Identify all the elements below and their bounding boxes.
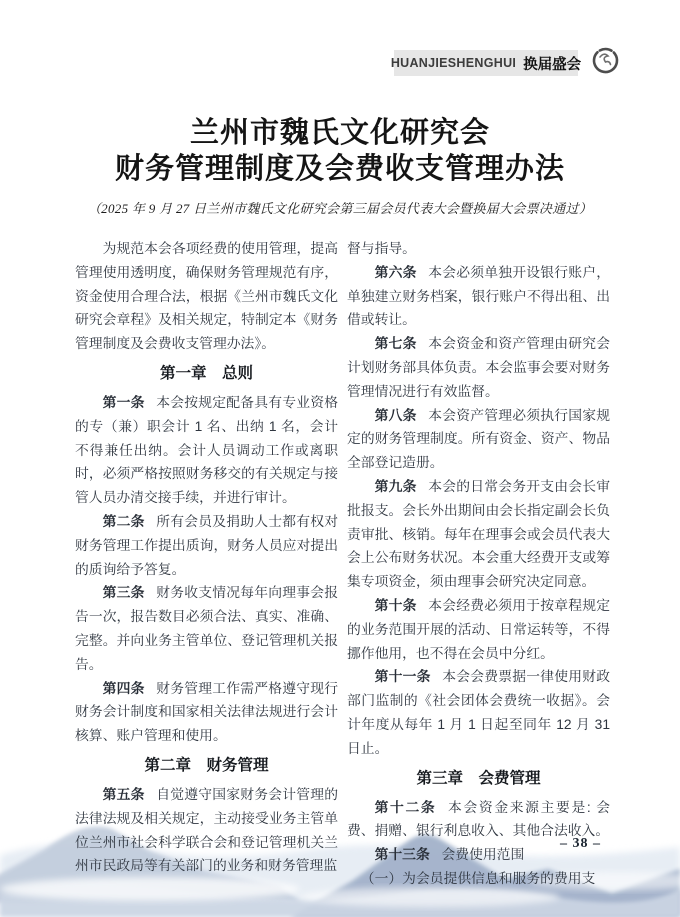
clause-text-1: 本会按规定配备具有专业资格的专（兼）职会计 1 名、出纳 1 名，会计不得兼任出纳。会计人员调动工作或离职时，必须严格按照财务移交的有关规定与接管人员办清交接手续，并进行审计。 (75, 394, 339, 506)
document-title-line2: 财务管理制度及会费收支管理办法 (114, 151, 565, 185)
clause-label-8: 第八条 (374, 407, 417, 423)
clause-label-13: 第十三条 (374, 847, 430, 863)
clause-paragraph-7 (347, 332, 610, 403)
clause-label-3: 第三条 (102, 585, 145, 601)
clause-paragraph-10 (347, 594, 610, 665)
clause-text-4: 财务管理工作需严格遵守现行财务会计制度和国家相关法律法规进行会计核算、账户管理和使用。 (75, 680, 339, 744)
clause-text-6: 本会必须单独开设银行账户，单独建立财务档案，银行账户不得出租、出借或转让。 (347, 264, 611, 328)
left-column (75, 237, 338, 878)
document-subtitle: （2025 年 9 月 27 日兰州市魏氏文化研究会第三届会员代表大会暨换届大会票决通过） (87, 201, 593, 216)
clause-label-12: 第十二条 (374, 799, 437, 815)
clause-text-2: 所有会员及捐助人士都有权对财务管理工作提出质询，财务人员应对提出的质询给予答复。 (75, 513, 339, 577)
header-banner (390, 50, 582, 76)
clause-text-10: 本会经费必须用于按章程规定的业务范围开展的活动、日常运转等，不得挪作他用，也不得在会员中分红。 (347, 597, 611, 661)
list-item-paragraph (347, 867, 610, 891)
clause-label-9: 第九条 (374, 478, 417, 494)
chapter-heading-3: 第三章 会费管理 (416, 769, 541, 787)
continuation-paragraph (347, 237, 610, 261)
intro-paragraph (75, 237, 338, 356)
clause-text-8: 本会资产管理必须执行国家规定的财务管理制度。所有资金、资产、物品全部登记造册。 (347, 407, 611, 471)
clause-text-12: 本会资金来源主要是: 会费、捐赠、银行利息收入、其他合法收入。 (347, 799, 610, 839)
clause-label-1: 第一条 (102, 394, 145, 410)
clause-paragraph-6 (347, 261, 610, 332)
clause-text-13: 会费使用范围 (441, 847, 525, 863)
clause-label-5: 第五条 (102, 786, 145, 802)
continuation-text: 督与指导。 (347, 241, 416, 256)
chapter-heading-2: 第二章 财务管理 (144, 756, 269, 774)
list-item-text: （一）为会员提供信息和服务的费用支 (360, 870, 596, 886)
right-column (347, 237, 610, 891)
clause-paragraph-5 (75, 783, 338, 878)
page-number: – 38 – (560, 836, 601, 851)
banner-chinese-label: 换届盛会 (523, 56, 582, 73)
clause-text-11: 本会会费票据一律使用财政部门监制的《社会团体会费统一收据》。会计年度从每年 1 月 1 日起至同年 12 月 31 日止。 (347, 669, 611, 756)
clause-label-7: 第七条 (374, 336, 417, 352)
clause-paragraph-2 (75, 510, 338, 581)
clause-label-6: 第六条 (374, 264, 417, 280)
clause-paragraph-8 (347, 404, 610, 475)
clause-label-11: 第十一条 (374, 669, 431, 685)
clause-text-9: 本会的日常会务开支由会长审批报支。会长外出期间由会长指定副会长负责审批、核销。每年在理事会或会员代表大会上公布财务状况。本会重大经费开支或筹集专项资金，须由理事会研究决定同意。 (347, 478, 611, 590)
clause-text-3: 财务收支情况每年向理事会报告一次，报告数目必须合法、真实、准确、完整。并向业务主管单位、登记管理机关报告。 (75, 585, 339, 672)
document-title (0, 114, 680, 186)
clause-text-5: 自觉遵守国家财务会计管理的法律法规及相关规定，主动接受业务主管单位兰州市社会科学联合会和登记管理机关兰州市民政局等有关部门的业务和财务管理监 (75, 786, 339, 874)
clause-paragraph-3 (75, 581, 338, 676)
clause-paragraph-11 (347, 665, 610, 760)
clause-paragraph-4 (75, 677, 338, 748)
chapter-heading-1: 第一章 总则 (159, 364, 253, 382)
banner-pinyin-label: HUANJIESHENGHUI (390, 56, 517, 70)
ink-seal-icon (591, 46, 620, 75)
intro-text: 为规范本会各项经费的使用管理，提高管理使用透明度，确保财务管理规范有序，资金使用合理合法，根据《兰州市魏氏文化研究会章程》及相关规定，特制定本《财务管理制度及会费收支管理办法》。 (75, 241, 338, 352)
document-title-line1: 兰州市魏氏文化研究会 (189, 115, 490, 149)
clause-label-4: 第四条 (102, 680, 145, 696)
clause-paragraph-9 (347, 475, 610, 594)
clause-label-10: 第十条 (374, 597, 417, 613)
clause-paragraph-1 (75, 391, 338, 510)
clause-label-2: 第二条 (102, 513, 145, 529)
clause-text-7: 本会资金和资产管理由研究会计划财务部具体负责。本会监事会要对财务管理情况进行有效监督。 (347, 336, 611, 399)
